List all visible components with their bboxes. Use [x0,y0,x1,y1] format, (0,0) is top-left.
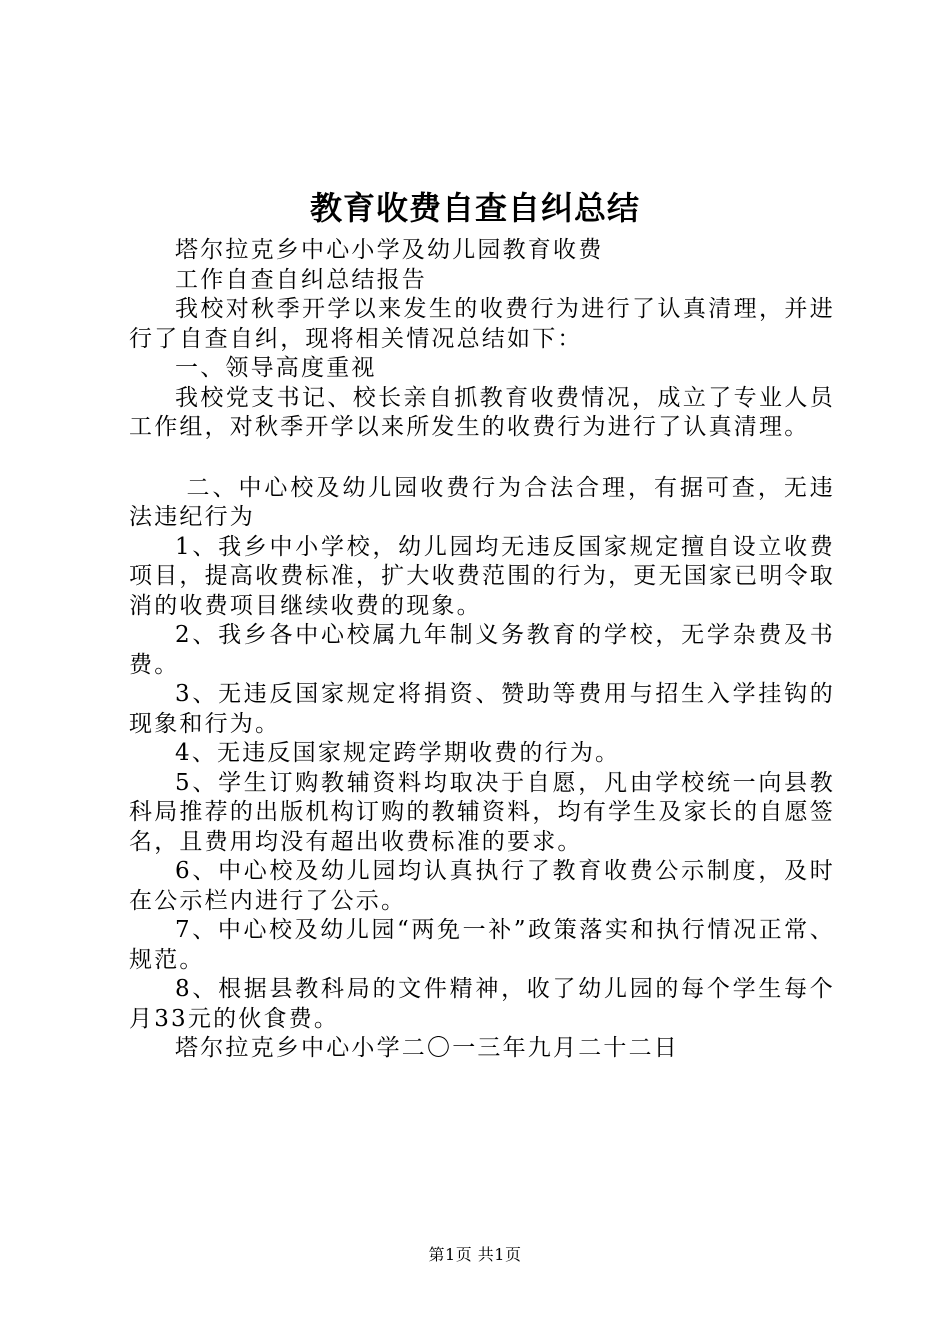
paragraph-school-name: 塔尔拉克乡中心小学及幼儿园教育收费 [175,237,604,263]
list-item: 4、无违反国家规定跨学期收费的行为。 [175,740,621,766]
list-item: 7、中心校及幼儿园“两免一补”政策落实和执行情况正常、规范。 [129,917,835,973]
document-body [129,236,835,1064]
paragraph-intro: 我校对秋季开学以来发生的收费行为进行了认真清理，并进行了自查自纠，现将相关情况总结如下： [129,296,835,352]
paragraph-leadership: 我校党支书记、校长亲自抓教育收费情况，成立了专业人员工作组，对秋季开学以来所发生的收费行为进行了认真清理。 [129,384,835,440]
section-heading-leadership: 一、领导高度重视 [175,355,377,381]
list-item: 6、中心校及幼儿园均认真执行了教育收费公示制度，及时在公示栏内进行了公示。 [129,858,835,914]
list-item: 8、根据县教科局的文件精神，收了幼儿园的每个学生每个月33元的伙食费。 [129,976,835,1032]
list-item: 3、无违反国家规定将捐资、赞助等费用与招生入学挂钩的现象和行为。 [129,681,835,737]
list-item: 1、我乡中小学校，幼儿园均无违反国家规定擅自设立收费项目，提高收费标准，扩大收费范围的行为，更无国家已明令取消的收费项目继续收费的现象。 [129,533,835,619]
page-number-footer: 第1页 共1页 [428,1245,522,1264]
paragraph-report-title: 工作自查自纠总结报告 [175,266,427,293]
list-item: 2、我乡各中心校属九年制义务教育的学校，无学杂费及书费。 [129,622,835,678]
document-title: 教育收费自查自纠总结 [309,189,640,227]
signature-date: 塔尔拉克乡中心小学二〇一三年九月二十二日 [175,1035,679,1061]
section-heading-compliance: 二、中心校及幼儿园收费行为合法合理，有据可查，无违法违纪行为 [129,474,835,530]
list-item: 5、学生订购教辅资料均取决于自愿，凡由学校统一向县教科局推荐的出版机构订购的教辅资料，均有学生及家长的自愿签名，且费用均没有超出收费标准的要求。 [129,769,835,855]
